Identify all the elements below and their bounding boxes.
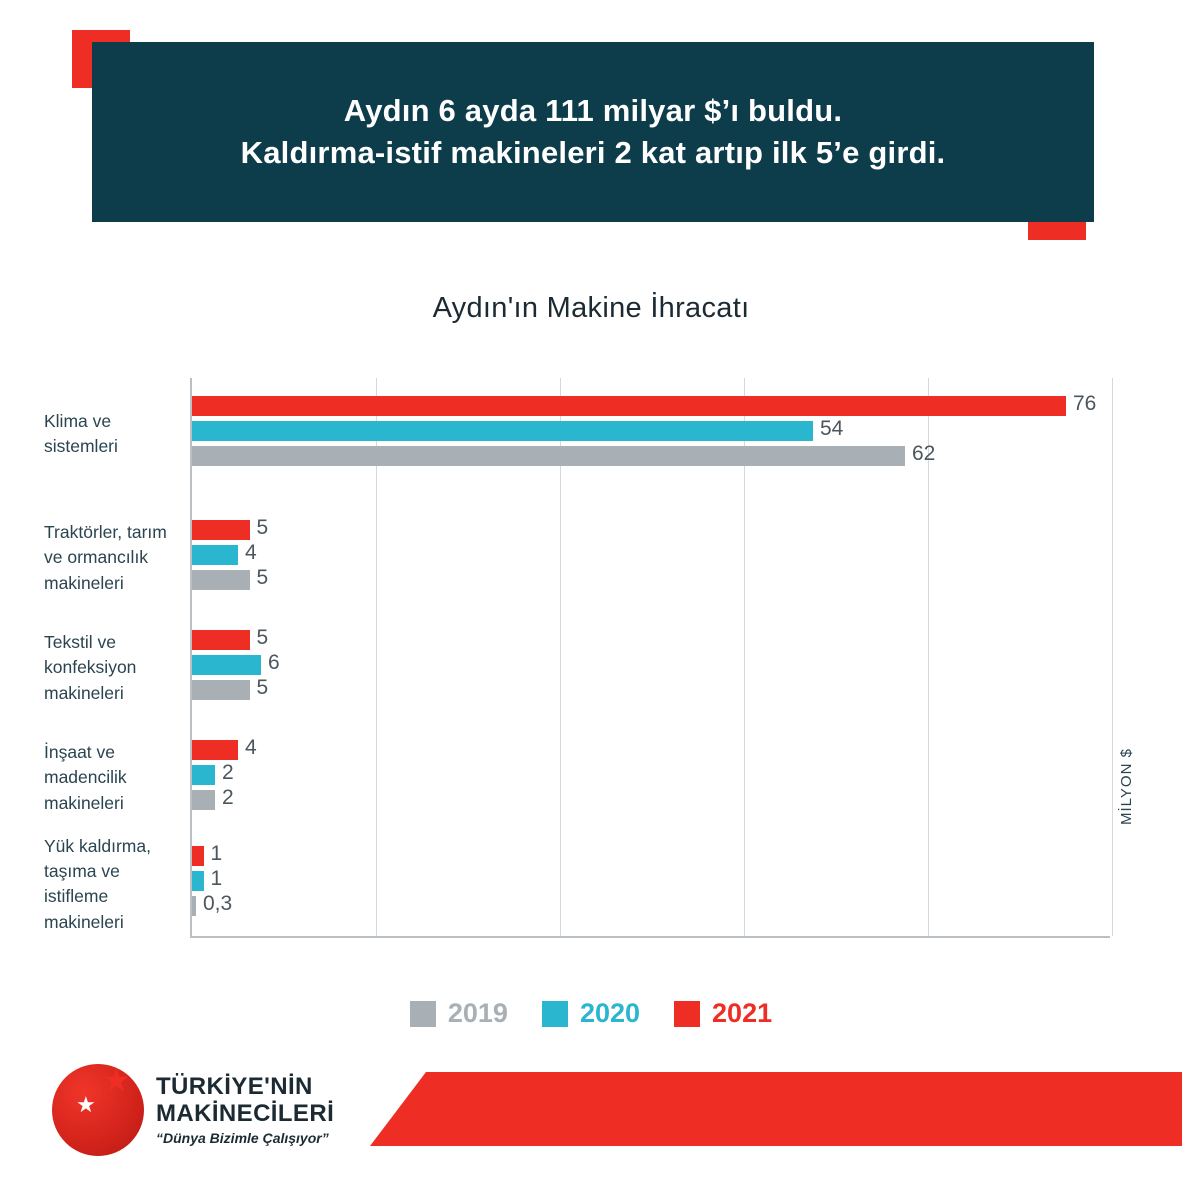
gridline bbox=[1112, 378, 1113, 936]
bar-row[interactable] bbox=[192, 736, 1112, 760]
category-label-line: Tekstil ve bbox=[44, 632, 116, 652]
header-line-2: Kaldırma-istif makineleri 2 kat artıp ilk 5’e girdi. bbox=[240, 135, 946, 170]
bar-row[interactable] bbox=[192, 541, 1112, 565]
bar-group bbox=[192, 392, 1112, 471]
bar-row[interactable] bbox=[192, 392, 1112, 416]
category-label-line: konfeksiyon bbox=[44, 657, 137, 678]
category-label-line: Klima ve bbox=[44, 410, 112, 431]
category-label-line: istifleme bbox=[44, 886, 109, 907]
legend-item-2020[interactable] bbox=[542, 998, 640, 1029]
bar-value-label: 5 bbox=[256, 626, 269, 649]
bar-value-label: 4 bbox=[245, 736, 257, 759]
bar-value-label: 0,3 bbox=[203, 892, 233, 915]
category-label bbox=[44, 630, 204, 706]
star-icon-small: ★ bbox=[76, 1092, 96, 1117]
bar-value-label: 5 bbox=[256, 516, 269, 539]
bar-value-label: 5 bbox=[256, 566, 269, 589]
legend-swatch bbox=[410, 1001, 436, 1027]
legend-item-2021[interactable] bbox=[674, 998, 772, 1029]
legend-label: 2019 bbox=[447, 998, 508, 1028]
category-label-line: Traktörler, tarım bbox=[44, 522, 167, 542]
bar-row[interactable] bbox=[192, 786, 1112, 810]
legend-item-2019[interactable] bbox=[410, 998, 508, 1029]
category-label-line: ve ormancılık bbox=[44, 547, 149, 568]
header-text bbox=[241, 90, 946, 174]
legend-label: 2021 bbox=[712, 998, 773, 1028]
legend-swatch bbox=[542, 1001, 568, 1027]
bar-value-label: 1 bbox=[210, 867, 223, 890]
bar-value-label: 2 bbox=[222, 761, 234, 784]
bar-row[interactable] bbox=[192, 892, 1112, 916]
bar-row[interactable] bbox=[192, 867, 1112, 891]
bar-value-label: 1 bbox=[210, 842, 223, 865]
category-label bbox=[44, 409, 204, 460]
bar-row[interactable] bbox=[192, 676, 1112, 700]
bar-value-label: 5 bbox=[256, 676, 269, 699]
header-line-1: Aydın 6 ayda 111 milyar $’ı buldu. bbox=[343, 93, 843, 129]
bar-row[interactable] bbox=[192, 761, 1112, 785]
star-icon-large: ★ bbox=[102, 1062, 131, 1098]
legend-swatch bbox=[674, 1001, 700, 1027]
bar-value-label: 2 bbox=[222, 786, 234, 809]
plot-area bbox=[190, 378, 1110, 936]
header-box bbox=[92, 42, 1094, 222]
bar-row[interactable] bbox=[192, 442, 1112, 466]
bar-row[interactable] bbox=[192, 626, 1112, 650]
chart-legend bbox=[0, 998, 1182, 1029]
category-label-line: taşıma ve bbox=[44, 860, 120, 881]
bar-value-label: 76 bbox=[1073, 392, 1097, 415]
x-axis-line bbox=[190, 936, 1110, 938]
category-label-line: Yük kaldırma, bbox=[44, 835, 151, 856]
category-label-line: sistemleri bbox=[44, 435, 118, 456]
category-label-line: makineleri bbox=[44, 572, 124, 593]
bar-group bbox=[192, 736, 1112, 815]
bar-row[interactable] bbox=[192, 516, 1112, 540]
footer-band bbox=[370, 1072, 1182, 1146]
bar-2019[interactable] bbox=[192, 446, 905, 466]
header-banner bbox=[0, 0, 1182, 250]
bar-group bbox=[192, 516, 1112, 595]
bar-group bbox=[192, 842, 1112, 921]
category-label bbox=[44, 740, 204, 816]
bar-2020[interactable] bbox=[192, 421, 813, 441]
brand-logo bbox=[52, 1058, 352, 1162]
bar-row[interactable] bbox=[192, 842, 1112, 866]
logo-line-2: MAKİNECİLERİ bbox=[156, 1099, 335, 1127]
logo-line-1: TÜRKİYE'NİN bbox=[156, 1072, 313, 1100]
bar-row[interactable] bbox=[192, 417, 1112, 441]
legend-label: 2020 bbox=[579, 998, 641, 1028]
bar-chart bbox=[0, 370, 1182, 945]
bar-value-label: 4 bbox=[245, 541, 257, 564]
category-label bbox=[44, 834, 204, 936]
bar-group bbox=[192, 626, 1112, 705]
category-label-line: makineleri bbox=[44, 911, 124, 932]
logo-slogan: “Dünya Bizimle Çalışıyor” bbox=[156, 1129, 329, 1146]
bar-value-label: 62 bbox=[912, 442, 936, 465]
category-label-line: madencilik bbox=[44, 767, 127, 788]
axis-unit-label: MİLYON $ bbox=[1118, 748, 1135, 825]
bar-value-label: 6 bbox=[268, 651, 280, 674]
logo-text bbox=[156, 1074, 334, 1146]
category-label-line: makineleri bbox=[44, 682, 124, 703]
bar-row[interactable] bbox=[192, 651, 1112, 675]
category-label-line: makineleri bbox=[44, 792, 124, 813]
category-label bbox=[44, 520, 204, 596]
bar-row[interactable] bbox=[192, 566, 1112, 590]
chart-title: Aydın'ın Makine İhracatı bbox=[432, 292, 750, 324]
category-label-line: İnşaat ve bbox=[44, 742, 116, 762]
bar-value-label: 54 bbox=[820, 417, 844, 440]
bar-2021[interactable] bbox=[192, 396, 1066, 416]
